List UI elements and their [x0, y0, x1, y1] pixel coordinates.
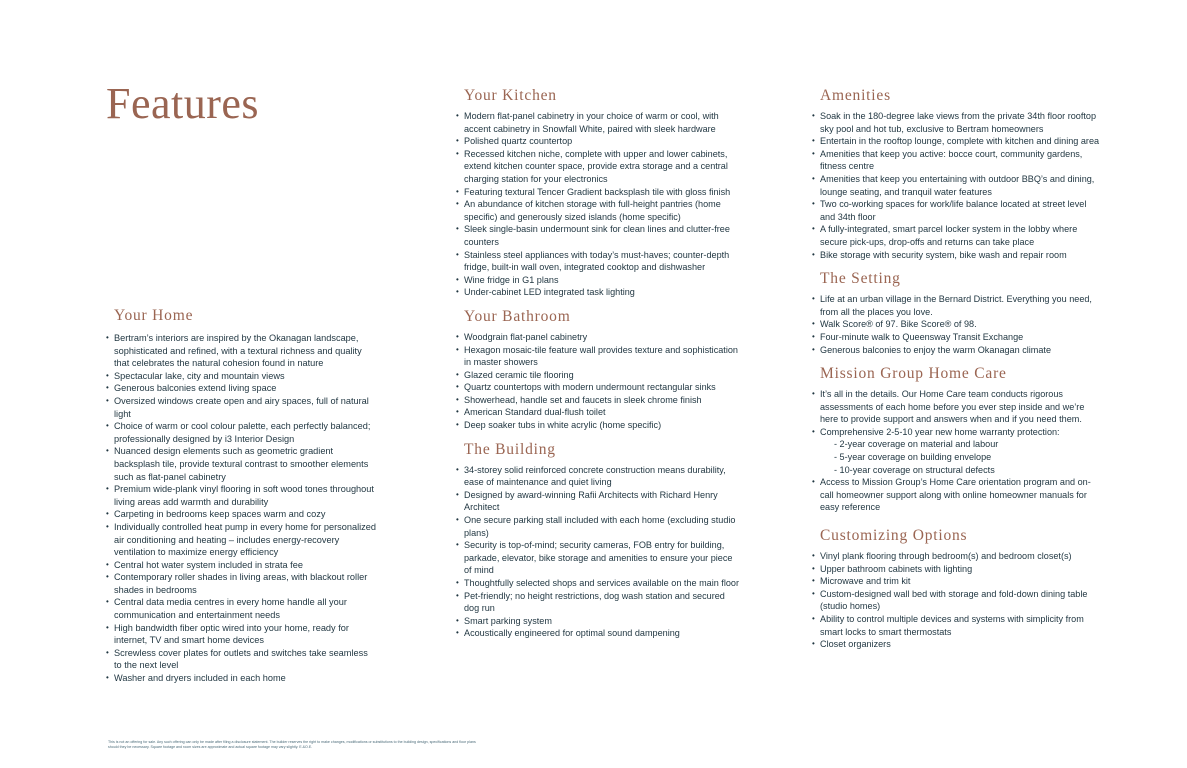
- list-item: • It’s all in the details. Our Home Care team conducts rigorous assessments of each home before you ever step inside and we’re here to provide support and answers when and if you need them.: [812, 388, 1102, 426]
- feature-list: [812, 293, 1102, 356]
- list-item: - 2-year coverage on material and labour: [834, 439, 999, 450]
- section-heading: Your Home: [114, 307, 194, 324]
- column-right: [812, 86, 1102, 659]
- list-item: • High bandwidth fiber optic wired into your home, ready for internet, TV and smart home devices: [106, 622, 376, 647]
- list-item: • Choice of warm or cool colour palette, each perfectly balanced; professionally designed by i3 Interior Design: [106, 420, 376, 445]
- list-item: • Amenities that keep you active: bocce court, community gardens, fitness centre: [812, 148, 1102, 173]
- list-item: • Bertram’s interiors are inspired by the Okanagan landscape, sophisticated and refined, with a textural richness and quality that celebrates the natural cohesion found in nature: [106, 332, 376, 370]
- warranty-sublist: [820, 438, 1102, 476]
- list-item: • Deep soaker tubs in white acrylic (home specific): [456, 419, 741, 432]
- section-your-kitchen: [456, 86, 741, 299]
- list-item: [812, 426, 1102, 476]
- list-item: • Under-cabinet LED integrated task lighting: [456, 286, 741, 299]
- list-item: • Nuanced design elements such as geometric gradient backsplash tile, provide textural contrast to smoother elements such as flat-panel cabinetry: [106, 445, 376, 483]
- feature-list: [106, 332, 376, 685]
- section-the-setting: [812, 269, 1102, 356]
- feature-list: [812, 388, 1102, 514]
- list-item: • Recessed kitchen niche, complete with upper and lower cabinets, extend kitchen counter space, provide extra storage and a central charging station for your electronics: [456, 148, 741, 186]
- list-item: • Four-minute walk to Queensway Transit Exchange: [812, 331, 1102, 344]
- list-item: • Glazed ceramic tile flooring: [456, 369, 741, 382]
- list-item: • Acoustically engineered for optimal sound dampening: [456, 627, 741, 640]
- list-item: • Life at an urban village in the Bernard District. Everything you need, from all the places you love.: [812, 293, 1102, 318]
- list-item: • Woodgrain flat-panel cabinetry: [456, 331, 741, 344]
- list-item: • Closet organizers: [812, 638, 1102, 651]
- page-title: Features: [106, 79, 260, 128]
- list-item: • Designed by award-winning Rafii Architects with Richard Henry Architect: [456, 489, 741, 514]
- list-item: • Stainless steel appliances with today’s must-haves; counter-depth fridge, built-in wall oven, integrated cooktop and dishwasher: [456, 249, 741, 274]
- section-heading: Your Bathroom: [464, 307, 571, 325]
- section-heading: Amenities: [820, 87, 891, 104]
- section-amenities: [812, 86, 1102, 261]
- list-item: • Amenities that keep you entertaining with outdoor BBQ’s and dining, lounge seating, and tranquil water features: [812, 173, 1102, 198]
- list-item: • Walk Score® of 97. Bike Score® of 98.: [812, 318, 1102, 331]
- section-heading: The Building: [464, 440, 556, 458]
- list-item: • Contemporary roller shades in living areas, with blackout roller shades in bedrooms: [106, 571, 376, 596]
- feature-list: [456, 110, 741, 299]
- list-item: • Wine fridge in G1 plans: [456, 274, 741, 287]
- column-middle: [456, 86, 741, 648]
- list-item: • Spectacular lake, city and mountain views: [106, 370, 376, 383]
- list-item: • Custom-designed wall bed with storage and fold-down dining table (studio homes): [812, 588, 1102, 613]
- feature-list: [812, 550, 1102, 651]
- list-item: • A fully-integrated, smart parcel locker system in the lobby where secure pick-ups, drop-offs and returns can take place: [812, 223, 1102, 248]
- legal-disclaimer: This is not an offering for sale. Any such offering can only be made after filing a disclosure statement. The builder reserves the right to make changes, modifications or substitutions to the building design, specifications and floor plans should they be necessary. Square footage and room sizes are approximate and actual square footage may vary slightly. E.&O.E.: [108, 740, 476, 749]
- list-item: • Central hot water system included in strata fee: [106, 559, 376, 572]
- list-item: - 5-year coverage on building envelope: [834, 452, 992, 463]
- list-item: • 34-storey solid reinforced concrete construction means durability, ease of maintenance and quiet living: [456, 464, 741, 489]
- section-heading: Customizing Options: [820, 527, 968, 545]
- section-the-building: [456, 440, 741, 640]
- column-left: [106, 306, 376, 693]
- list-item: • Screwless cover plates for outlets and switches take seamless to the next level: [106, 647, 376, 672]
- list-item: • Vinyl plank flooring through bedroom(s) and bedroom closet(s): [812, 550, 1102, 563]
- list-item: • Premium wide-plank vinyl flooring in soft wood tones throughout living areas add warmth and durability: [106, 483, 376, 508]
- list-item: • Microwave and trim kit: [812, 575, 1102, 588]
- list-item: • Access to Mission Group’s Home Care orientation program and on-call homeowner support along with online homeowner manuals for easy reference: [812, 476, 1102, 514]
- section-customizing-options: [812, 526, 1102, 651]
- feature-list: [812, 110, 1102, 261]
- list-item: • Polished quartz countertop: [456, 135, 741, 148]
- section-home-care: [812, 364, 1102, 514]
- feature-list: [456, 464, 741, 640]
- list-item: • Modern flat-panel cabinetry in your choice of warm or cool, with accent cabinetry in Snowfall White, paired with sleek hardware: [456, 110, 741, 135]
- section-heading: The Setting: [820, 270, 901, 288]
- list-item: • Hexagon mosaic-tile feature wall provides texture and sophistication in master showers: [456, 344, 741, 369]
- list-item: • Smart parking system: [456, 615, 741, 628]
- list-item: • Showerhead, handle set and faucets in sleek chrome finish: [456, 394, 741, 407]
- list-item: • Upper bathroom cabinets with lighting: [812, 563, 1102, 576]
- list-item: • Individually controlled heat pump in every home for personalized air conditioning and heating – includes energy-recovery ventilation to maximize energy efficiency: [106, 521, 376, 559]
- section-your-home: [106, 306, 376, 685]
- list-item: • Washer and dryers included in each home: [106, 672, 376, 685]
- list-item: • Featuring textural Tencer Gradient backsplash tile with gloss finish: [456, 186, 741, 199]
- section-heading: Mission Group Home Care: [820, 365, 1007, 383]
- list-item: • Bike storage with security system, bike wash and repair room: [812, 249, 1102, 262]
- list-item: • Generous balconies to enjoy the warm Okanagan climate: [812, 344, 1102, 357]
- list-item: • Security is top-of-mind; security cameras, FOB entry for building, parkade, elevator, bike storage and amenities to ensure your piece of mind: [456, 539, 741, 577]
- list-item: • Thoughtfully selected shops and services available on the main floor: [456, 577, 741, 590]
- list-item: • An abundance of kitchen storage with full-height pantries (home specific) and generously sized islands (home specific): [456, 198, 741, 223]
- list-item: - 10-year coverage on structural defects: [834, 464, 995, 475]
- list-item: • Soak in the 180-degree lake views from the private 34th floor rooftop sky pool and hot tub, exclusive to Bertram homeowners: [812, 110, 1102, 135]
- list-item: • Quartz countertops with modern undermount rectangular sinks: [456, 381, 741, 394]
- feature-list: [456, 331, 741, 432]
- list-item: • Central data media centres in every home handle all your communication and entertainment needs: [106, 596, 376, 621]
- list-item: • Ability to control multiple devices and systems with simplicity from smart locks to smart thermostats: [812, 613, 1102, 638]
- list-item: • Two co-working spaces for work/life balance located at street level and 34th floor: [812, 198, 1102, 223]
- list-item: • One secure parking stall included with each home (excluding studio plans): [456, 514, 741, 539]
- list-item: • American Standard dual-flush toilet: [456, 406, 741, 419]
- list-item: • Sleek single-basin undermount sink for clean lines and clutter-free counters: [456, 223, 741, 248]
- section-heading: Your Kitchen: [464, 87, 557, 104]
- list-item: • Generous balconies extend living space: [106, 382, 376, 395]
- list-item: • Oversized windows create open and airy spaces, full of natural light: [106, 395, 376, 420]
- section-your-bathroom: [456, 307, 741, 432]
- list-item: • Entertain in the rooftop lounge, complete with kitchen and dining area: [812, 135, 1102, 148]
- list-item-text: Comprehensive 2-5-10 year new home warranty protection:: [820, 426, 1060, 437]
- list-item: • Carpeting in bedrooms keep spaces warm and cozy: [106, 508, 376, 521]
- list-item: • Pet-friendly; no height restrictions, dog wash station and secured dog run: [456, 590, 741, 615]
